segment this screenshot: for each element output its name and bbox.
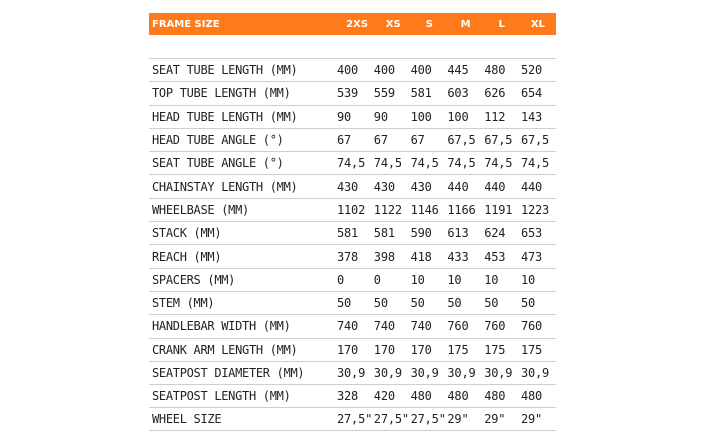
row-value: 175	[520, 342, 543, 357]
row-value: 418	[410, 249, 432, 264]
row-value: 581	[373, 226, 395, 241]
row-value: 50	[484, 296, 499, 311]
row-value: 613	[447, 226, 469, 241]
row-value: 581	[337, 226, 359, 241]
table-row	[149, 361, 556, 384]
row-value: 50	[447, 296, 462, 311]
table-row	[149, 174, 556, 197]
row-value: 1102	[337, 202, 366, 217]
row-value: 90	[337, 109, 352, 124]
row-value: 378	[337, 249, 359, 264]
row-value: 453	[484, 249, 506, 264]
row-value: 520	[520, 63, 543, 78]
row-value: 29"	[447, 412, 469, 427]
row-value: 30,9	[337, 366, 366, 380]
row-value: 100	[410, 109, 432, 124]
row-value: 29"	[520, 412, 543, 427]
row-label: SEATPOST LENGTH (MM)	[152, 389, 291, 404]
row-value: 112	[484, 109, 506, 124]
row-value: 420	[373, 389, 395, 404]
row-value: 400	[373, 63, 395, 78]
row-value: 50	[337, 296, 352, 311]
row-value: 480	[484, 389, 506, 404]
row-value: 440	[484, 179, 506, 194]
row-value: 50	[373, 296, 388, 311]
row-value: 581	[410, 86, 432, 101]
row-value: 30,9	[520, 366, 550, 380]
table-header	[149, 13, 556, 35]
row-value: 1146	[410, 202, 439, 217]
row-value: 480	[520, 389, 543, 404]
row-value: 170	[373, 342, 395, 357]
table-row	[149, 244, 556, 267]
size-2xs-header: 2XS	[346, 18, 368, 30]
row-label: CHAINSTAY LENGTH (MM)	[152, 179, 298, 194]
row-value: 67,5	[520, 133, 550, 148]
row-value: 74,5	[447, 156, 476, 171]
row-label: STACK (MM)	[152, 226, 222, 241]
row-value: 445	[447, 63, 469, 78]
row-label: SEAT TUBE ANGLE (°)	[152, 156, 284, 171]
row-value: 50	[520, 296, 536, 311]
row-value: 170	[410, 342, 432, 357]
row-label: SPACERS (MM)	[152, 272, 236, 287]
row-label: CRANK ARM LENGTH (MM)	[152, 342, 298, 357]
size-xs-header: XS	[385, 18, 401, 30]
row-value: 10	[484, 272, 499, 287]
table-row	[149, 268, 556, 291]
row-value: 29"	[484, 412, 506, 427]
row-value: 430	[337, 179, 359, 194]
row-value: 27,5"	[337, 412, 373, 427]
row-value: 0	[337, 272, 345, 287]
row-value: 30,9	[447, 366, 476, 380]
row-value: 170	[337, 342, 359, 357]
row-value: 626	[484, 86, 506, 101]
row-value: 590	[410, 226, 432, 241]
row-value: 30,9	[410, 366, 439, 380]
geometry-table	[149, 13, 556, 431]
table-row	[149, 314, 556, 337]
row-value: 740	[337, 319, 359, 334]
row-value: 440	[520, 179, 543, 194]
row-value: 50	[410, 296, 425, 311]
table-row	[149, 407, 556, 430]
row-value: 440	[447, 179, 469, 194]
row-value: 67	[410, 133, 425, 148]
row-value: 175	[447, 342, 469, 357]
table-row	[149, 151, 556, 174]
row-value: 1191	[484, 202, 513, 217]
row-value: 1223	[520, 202, 550, 217]
row-value: 740	[410, 319, 432, 334]
row-value: 480	[410, 389, 432, 404]
table-row	[149, 105, 556, 128]
row-value: 143	[520, 109, 543, 124]
row-value: 30,9	[484, 366, 513, 380]
row-label: TOP TUBE LENGTH (MM)	[152, 86, 291, 101]
row-label: HEAD TUBE LENGTH (MM)	[152, 109, 298, 124]
row-label: WHEEL SIZE	[152, 412, 222, 427]
row-value: 67,5	[484, 133, 513, 148]
row-value: 10	[520, 272, 536, 287]
table-row	[149, 338, 556, 361]
row-value: 74,5	[410, 156, 439, 171]
table-row	[149, 58, 556, 81]
row-value: 480	[484, 63, 506, 78]
row-label: WHEELBASE (MM)	[152, 202, 249, 217]
row-value: 400	[410, 63, 432, 78]
size-xl-header: XL	[530, 18, 545, 30]
row-value: 760	[484, 319, 506, 334]
table-row	[149, 81, 556, 104]
row-value: 27,5"	[373, 412, 409, 427]
size-l-header: L	[498, 18, 505, 30]
row-value: 480	[447, 389, 469, 404]
row-value: 1166	[447, 202, 476, 217]
row-label: REACH (MM)	[152, 249, 222, 264]
row-value: 10	[447, 272, 462, 287]
row-value: 473	[520, 249, 543, 264]
row-value: 74,5	[520, 156, 550, 171]
size-m-header: M	[460, 18, 471, 30]
row-value: 760	[447, 319, 469, 334]
row-value: 30,9	[373, 366, 402, 380]
table-row	[149, 128, 556, 151]
row-value: 67	[373, 133, 388, 148]
row-value: 400	[337, 63, 359, 78]
row-value: 67	[337, 133, 352, 148]
table-row	[149, 384, 556, 407]
row-value: 430	[373, 179, 395, 194]
row-label: HANDLEBAR WIDTH (MM)	[152, 319, 291, 334]
row-value: 653	[520, 226, 543, 241]
row-value: 74,5	[337, 156, 366, 171]
row-value: 433	[447, 249, 469, 264]
table-row	[149, 221, 556, 244]
row-value: 74,5	[373, 156, 402, 171]
row-value: 10	[410, 272, 425, 287]
row-value: 90	[373, 109, 388, 124]
row-value: 559	[373, 86, 395, 101]
row-value: 624	[484, 226, 506, 241]
row-value: 740	[373, 319, 395, 334]
table-row	[149, 291, 556, 314]
row-value: 654	[520, 86, 543, 101]
row-value: 430	[410, 179, 432, 194]
row-value: 100	[447, 109, 469, 124]
table-row	[149, 198, 556, 221]
header-gap	[149, 35, 556, 58]
row-label: SEATPOST DIAMETER (MM)	[152, 366, 305, 380]
row-value: 74,5	[484, 156, 513, 171]
row-value: 760	[520, 319, 543, 334]
table-body	[149, 58, 556, 431]
row-value: 0	[373, 272, 381, 287]
row-value: 1122	[373, 202, 402, 217]
frame-size-label: FRAME SIZE	[152, 18, 220, 30]
row-value: 27,5"	[410, 412, 446, 427]
row-value: 603	[447, 86, 469, 101]
row-value: 175	[484, 342, 506, 357]
size-s-header: S	[425, 18, 433, 30]
row-value: 539	[337, 86, 359, 101]
row-label: SEAT TUBE LENGTH (MM)	[152, 63, 298, 78]
row-value: 398	[373, 249, 395, 264]
row-value: 67,5	[447, 133, 476, 148]
row-label: STEM (MM)	[152, 296, 215, 311]
row-label: HEAD TUBE ANGLE (°)	[152, 133, 284, 148]
row-value: 328	[337, 389, 359, 404]
